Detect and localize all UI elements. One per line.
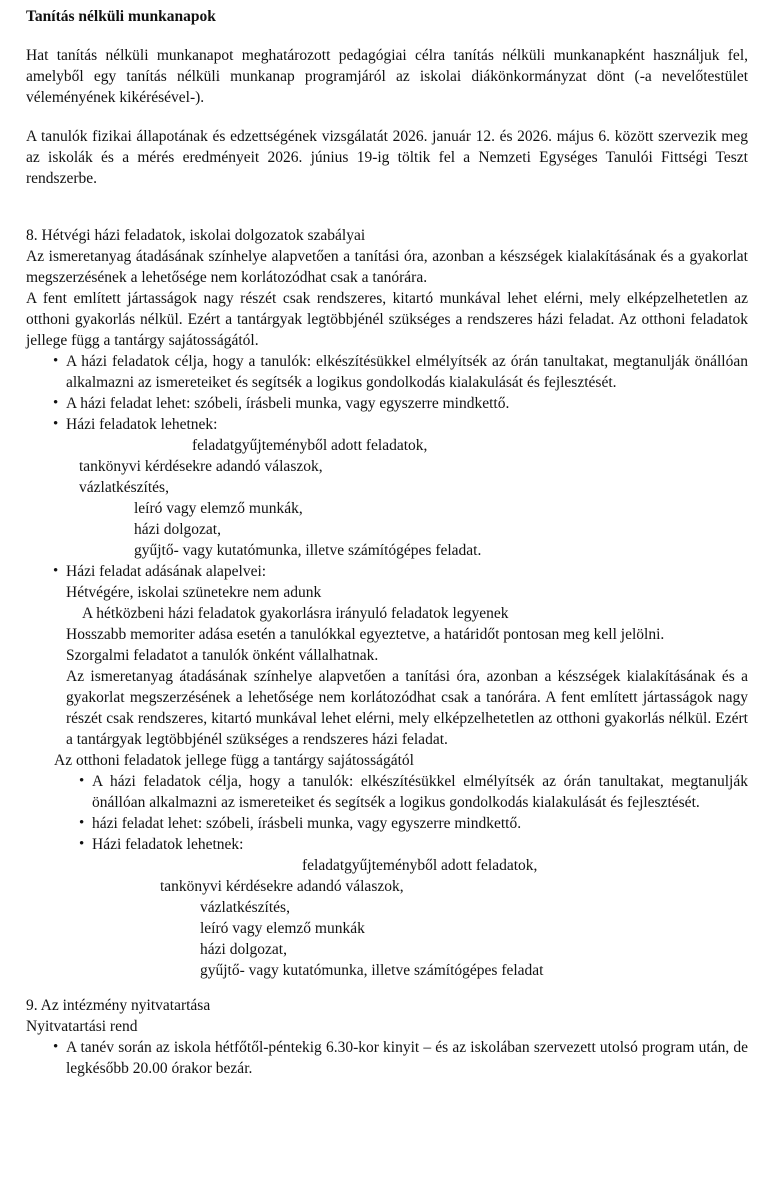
- opening-hours-list: [66, 1037, 748, 1079]
- homework-type: gyűjtő- vagy kutatómunka, illetve számítógépes feladat.: [134, 542, 482, 559]
- homework-type: leíró vagy elemző munkák,: [134, 500, 303, 517]
- principle: Szorgalmi feladatot a tanulók önként vállalhatnak.: [66, 647, 379, 664]
- section-8-heading: 8. Hétvégi házi feladatok, iskolai dolgozatok szabályai: [26, 227, 366, 244]
- homework-type: tankönyvi kérdésekre adandó válaszok,: [160, 878, 404, 895]
- homework-type: házi dolgozat,: [200, 941, 287, 958]
- document-page: [26, 6, 748, 1079]
- intro-paragraph-2: A tanulók fizikai állapotának és edzettségének vizsgálatát 2026. január 12. és 2026. május 6. között szervezik meg az iskolák és a mérés eredményeit 2026. június 19-ig töltik fel a Nemzeti Egységes Tanulói Fittségi Teszt rendszerbe.: [26, 128, 748, 187]
- list-item: • A tanév során az iskola hétfőtől-péntekig 6.30-kor kinyit – és az iskolában szervezett utolsó program után, de legkésőbb 20.00 órakor bezár.: [66, 1037, 748, 1079]
- homework-types: [66, 435, 748, 561]
- homework-type: házi dolgozat,: [134, 521, 221, 538]
- homework-type: vázlatkészítés,: [79, 479, 169, 496]
- section-9-subheading: Nyitvatartási rend: [26, 1018, 138, 1035]
- principle: Hosszabb memoriter adása esetén a tanulókkal egyeztetve, a határidőt pontosan meg kell jelölni.: [66, 626, 665, 643]
- homework-type: tankönyvi kérdésekre adandó válaszok,: [79, 458, 323, 475]
- principle: Az ismeretanyag átadásának színhelye alapvetően a tanítási óra, azonban a készségek kialakításának és a gyakorlat megszerzésének a lehetősége nem korlátozódhat csak a tanórára. A fent említett jártasságok nagy részét csak rendszeres, kitartó munkával lehet elérni, mely elképzelhetetlen az otthoni gyakorlás nélkül. Ezért a tantárgyak legtöbbjénél szükséges a rendszeres házi feladat.: [66, 668, 748, 748]
- list-item: • A házi feladatok célja, hogy a tanulók: elkészítésükkel elmélyítsék az órán tanultakat, megtanulják önállóan alkalmazni az ismereteiket és segítsék a logikus gondolkodás kialakulását és fejlesztését.: [92, 771, 748, 813]
- list-item: • házi feladat lehet: szóbeli, írásbeli munka, vagy egyszerre mindkettő.: [92, 813, 748, 834]
- list-item: • A házi feladatok célja, hogy a tanulók: elkészítésükkel elmélyítsék az órán tanultakat, megtanulják önállóan alkalmazni az ismereteiket és segítsék a logikus gondolkodás kialakulását és fejlesztését.: [66, 351, 748, 393]
- inner-homework-types: [92, 855, 748, 981]
- homework-type: gyűjtő- vagy kutatómunka, illetve számítógépes feladat: [200, 962, 544, 979]
- list-item: [66, 561, 748, 750]
- section-8-paragraph-2: A fent említett jártasságok nagy részét csak rendszeres, kitartó munkával lehet elérni, mely elképzelhetetlen az otthoni gyakorlás nélkül. Ezért a tantárgyak legtöbbjénél szükséges a rendszeres házi feladat. Az otthoni feladatok jellege függ a tantárgy sajátosságától.: [26, 290, 748, 349]
- section-8-paragraph-1: Az ismeretanyag átadásának színhelye alapvetően a tanítási óra, azonban a készségek kialakításának és a gyakorlat megszerzésének a lehetősége nem korlátozódhat csak a tanórára.: [26, 248, 748, 286]
- section-9-heading: 9. Az intézmény nyitvatartása: [26, 997, 211, 1014]
- homework-type: vázlatkészítés,: [200, 899, 290, 916]
- intro-paragraph-1: Hat tanítás nélküli munkanapot meghatározott pedagógiai célra tanítás nélküli munkanapként használjuk fel, amelyből egy tanítás nélküli munkanap programjáról az iskolai diákönkormányzat dönt (-a nevelőtestület véleményének kikérésével-).: [26, 47, 748, 106]
- homework-type: feladatgyűjteményből adott feladatok,: [302, 857, 538, 874]
- homework-type: leíró vagy elemző munkák: [200, 920, 365, 937]
- list-item-label: Házi feladatok lehetnek:: [66, 416, 218, 433]
- inner-bullet-list: [92, 771, 748, 981]
- list-item-label: Házi feladatok lehetnek:: [92, 836, 244, 853]
- list-item: [66, 414, 748, 561]
- inner-heading: Az otthoni feladatok jellege függ a tantárgy sajátosságától: [54, 752, 414, 769]
- homework-bullet-list: [66, 351, 748, 750]
- homework-type: feladatgyűjteményből adott feladatok,: [192, 437, 428, 454]
- list-item-label: Házi feladat adásának alapelvei:: [66, 563, 267, 580]
- list-item: • A házi feladat lehet: szóbeli, írásbeli munka, vagy egyszerre mindkettő.: [66, 393, 748, 414]
- page-title: Tanítás nélküli munkanapok: [26, 8, 216, 25]
- principle: Hétvégére, iskolai szünetekre nem adunk: [66, 584, 322, 601]
- principles-block: [66, 582, 748, 750]
- principle: A hétközbeni házi feladatok gyakorlásra irányuló feladatok legyenek: [82, 605, 509, 622]
- list-item: [92, 834, 748, 981]
